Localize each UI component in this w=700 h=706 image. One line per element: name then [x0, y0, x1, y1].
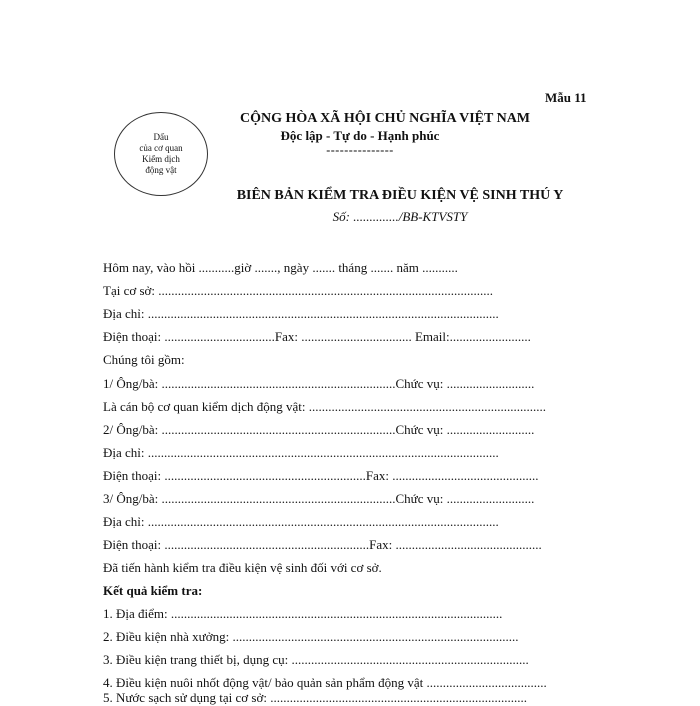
form-code: Mẫu 11 — [545, 90, 587, 105]
result-item-2: 2. Điều kiện nhà xưởng: ........................................................................................ — [103, 629, 519, 644]
header-rule: --------------- — [326, 143, 394, 157]
result-item-1: 1. Địa điểm: ...................................................................................................... — [103, 606, 503, 621]
result-item-4: 4. Điều kiện nuôi nhốt động vật/ bảo quản sản phẩm động vật ..................................... — [103, 675, 547, 690]
member-3-contact-line: Điện thoại: ...............................................................Fax: ............................................. — [103, 537, 542, 552]
document-number: Số: ............../BB-KTVSTY — [332, 209, 468, 224]
member-1-role-line: Là cán bộ cơ quan kiểm dịch động vật: ......................................................................... — [103, 399, 547, 414]
national-motto: Độc lập - Tự do - Hạnh phúc — [280, 128, 440, 143]
result-item-3: 3. Điều kiện trang thiết bị, dụng cụ: ......................................................................... — [103, 652, 529, 667]
seal-line: Dấu — [153, 132, 169, 142]
seal-line: Kiểm dịch — [142, 154, 180, 164]
results-heading: Kết quả kiểm tra: — [103, 583, 203, 598]
date-time-line: Hôm nay, vào hồi ...........giờ ......., ngày ....... tháng ....... năm ........... — [103, 260, 458, 275]
member-3-address-line: Địa chỉ: ............................................................................................................ — [103, 514, 499, 529]
contact-line: Điện thoại: ..................................Fax: .................................. Email:......................... — [103, 329, 531, 344]
members-heading: Chúng tôi gồm: — [103, 352, 185, 367]
seal-line: động vật — [145, 165, 177, 175]
seal-line: của cơ quan — [139, 143, 183, 153]
member-2-contact-line: Điện thoại: ..............................................................Fax: ............................................. — [103, 468, 539, 483]
member-2-line: 2/ Ông/bà: ........................................................................Chức vụ: ........................... — [103, 422, 535, 437]
member-2-address-line: Địa chỉ: ............................................................................................................ — [103, 445, 499, 460]
member-1-line: 1/ Ông/bà: ........................................................................Chức vụ: ........................... — [103, 376, 535, 391]
inspection-statement: Đã tiến hành kiểm tra điều kiện vệ sinh đối với cơ sở. — [103, 560, 382, 575]
seal-stamp — [114, 112, 208, 196]
member-3-line: 3/ Ông/bà: ........................................................................Chức vụ: ........................... — [103, 491, 535, 506]
facility-line: Tại cơ sở: ....................................................................................................... — [103, 283, 494, 298]
document-title: BIÊN BẢN KIỂM TRA ĐIỀU KIỆN VỆ SINH THÚ Y — [236, 188, 564, 203]
address-line: Địa chỉ: ............................................................................................................ — [103, 306, 499, 321]
result-item-5: 5. Nước sạch sử dụng tại cơ sở: ............................................................................... — [103, 690, 527, 705]
national-title: CỘNG HÒA XÃ HỘI CHỦ NGHĨA VIỆT NAM — [240, 111, 531, 126]
